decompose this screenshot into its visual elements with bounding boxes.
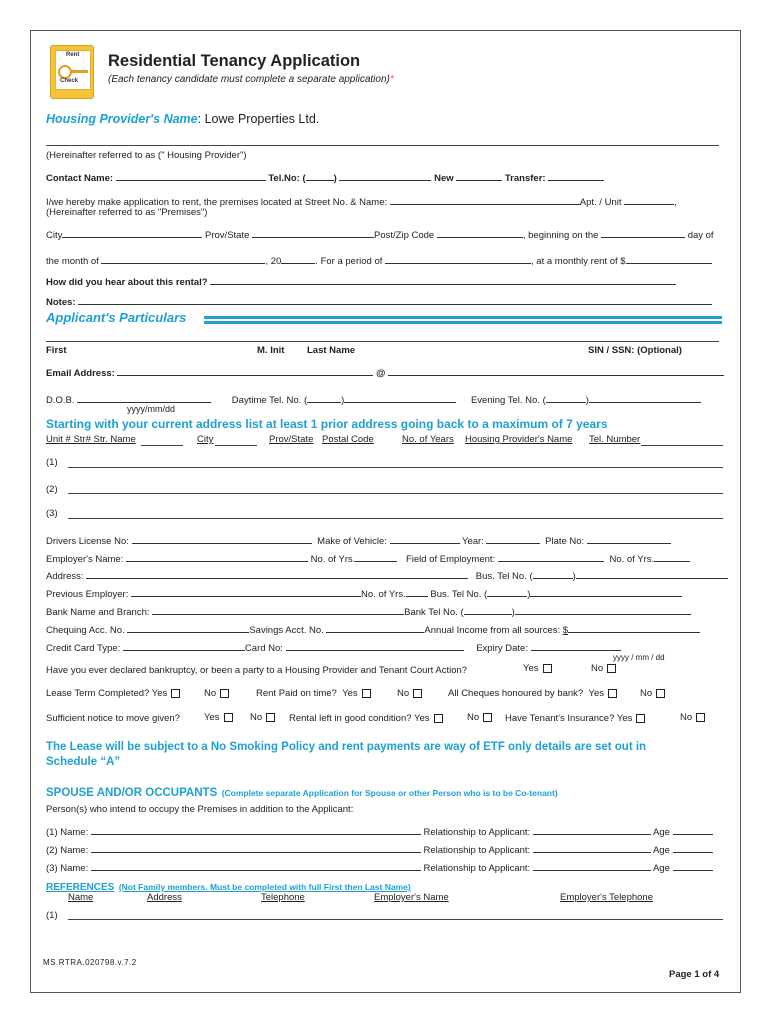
- card-no-field[interactable]: [286, 640, 464, 651]
- section-bar: [204, 316, 722, 319]
- bankruptcy-yes: Yes: [523, 663, 552, 674]
- notice-yes-checkbox[interactable]: [224, 713, 233, 722]
- cheques-no: No: [640, 688, 665, 699]
- email-row: Email Address: @: [46, 365, 724, 379]
- city-row: City Prov/State Post/Zip Code , beginning on the day of: [46, 227, 714, 241]
- logo-text-check: Check: [60, 78, 79, 84]
- credit-type-field[interactable]: [123, 640, 245, 651]
- last-name-label: Last Name: [307, 345, 356, 356]
- col-street: Unit # Str# Str. Name: [46, 434, 136, 445]
- col-underline: [641, 445, 723, 446]
- occupant-3-relationship-field[interactable]: [533, 860, 651, 871]
- col-underline: [141, 445, 183, 446]
- drivers-row: Drivers License No: Make of Vehicle: Year: Plate No:: [46, 533, 671, 547]
- contact-area-code-field[interactable]: [306, 170, 334, 181]
- occupant-2-name-field[interactable]: [91, 842, 421, 853]
- occupant-1-name-field[interactable]: [91, 824, 421, 835]
- sin-label: SIN / SSN: (Optional): [588, 345, 682, 356]
- contact-row: Contact Name: Tel.No: ( ) New Transfer:: [46, 170, 604, 184]
- occupant-row-2: (2) Name: Relationship to Applicant: Age: [46, 842, 713, 856]
- postal-field[interactable]: [437, 227, 523, 238]
- plate-field[interactable]: [587, 533, 671, 544]
- form-code: MS.RTRA.020798.v.7.2: [43, 958, 137, 967]
- evening-tel-field[interactable]: [589, 392, 701, 403]
- premises-row: I/we hereby make application to rent, the premises located at Street No. & Name: Apt. / Unit ,: [46, 194, 677, 208]
- rent-no-checkbox[interactable]: [413, 689, 422, 698]
- city-field[interactable]: [62, 227, 202, 238]
- insurance-no-checkbox[interactable]: [696, 713, 705, 722]
- expiry-format: yyyy / mm / dd: [613, 653, 665, 662]
- ref-col-telephone: Telephone: [261, 892, 305, 903]
- day-tel-field[interactable]: [344, 392, 456, 403]
- col-city: City: [197, 434, 214, 445]
- occupant-3-name-field[interactable]: [91, 860, 421, 871]
- address-row-3-field[interactable]: [68, 518, 723, 519]
- expiry-field[interactable]: [531, 640, 621, 651]
- transfer-field[interactable]: [548, 170, 604, 181]
- vehicle-year-field[interactable]: [486, 533, 540, 544]
- bank-tel-field[interactable]: [515, 604, 691, 615]
- contact-tel-field[interactable]: [339, 170, 431, 181]
- divider: [46, 145, 719, 146]
- address-history-title: Starting with your current address list at least 1 prior address going back to a maximum of 7 years: [46, 417, 608, 431]
- occupant-2-age-field[interactable]: [673, 842, 713, 853]
- first-name-label: First: [46, 345, 67, 356]
- month-row: the month of , 20 . For a period of , at a monthly rent of $: [46, 253, 712, 267]
- accounts-row: Chequing Acc. No. Savings Acct. No. Annual Income from all sources: $: [46, 622, 700, 636]
- occupant-1-relationship-field[interactable]: [533, 824, 651, 835]
- hear-field[interactable]: [210, 274, 676, 285]
- cheques-no-checkbox[interactable]: [656, 689, 665, 698]
- hear-row: How did you hear about this rental?: [46, 274, 676, 288]
- bankruptcy-question: Have you ever declared bankruptcy, or been a party to a Housing Provider and Tenant Court Action?: [46, 665, 468, 676]
- key-shaft: [70, 70, 88, 73]
- insurance-yes-checkbox[interactable]: [636, 714, 645, 723]
- contact-name-field[interactable]: [116, 170, 266, 181]
- prev-bus-area-field[interactable]: [487, 586, 527, 597]
- rental-yes-checkbox[interactable]: [434, 714, 443, 723]
- new-field[interactable]: [456, 170, 502, 181]
- notice-no: No: [250, 712, 275, 723]
- evening-area-field[interactable]: [546, 392, 586, 403]
- employment-field[interactable]: [498, 551, 604, 562]
- lease-question: Lease Term Completed? Yes: [46, 688, 180, 699]
- employer-years-field[interactable]: [355, 551, 397, 562]
- page-number: Page 1 of 4: [669, 969, 720, 980]
- dob-field[interactable]: [77, 392, 211, 403]
- rent-no: No: [397, 688, 422, 699]
- income-field[interactable]: [568, 622, 700, 633]
- occupant-3-age-field[interactable]: [673, 860, 713, 871]
- references-title-row: REFERENCES (Not Family members. Must be completed with full First then Last Name): [46, 882, 411, 893]
- occupants-title-row: SPOUSE AND/OR OCCUPANTS (Complete separate Application for Spouse or other Person who is to be Co-tenant): [46, 787, 558, 799]
- previous-employer-row: Previous Employer: No. of Yrs. Bus. Tel No. ( ): [46, 586, 682, 600]
- middle-initial-label: M. Init: [257, 345, 285, 356]
- housing-provider-label: Housing Provider's Name: [46, 112, 198, 126]
- vehicle-make-field[interactable]: [390, 533, 460, 544]
- credit-row: Credit Card Type: Card No: Expiry Date:: [46, 640, 621, 654]
- employer-field[interactable]: [126, 551, 308, 562]
- lease-no: No: [204, 688, 229, 699]
- savings-field[interactable]: [326, 622, 424, 633]
- occupant-1-age-field[interactable]: [673, 824, 713, 835]
- insurance-question: Have Tenant's Insurance? Yes: [505, 713, 645, 724]
- rental-no-checkbox[interactable]: [483, 713, 492, 722]
- prov-field[interactable]: [252, 227, 374, 238]
- col-years: No. of Years: [402, 434, 454, 445]
- ref-col-name: Name: [68, 892, 94, 903]
- col-provider: Housing Provider's Name: [465, 434, 573, 445]
- section-bar: [204, 321, 722, 324]
- previous-employer-field[interactable]: [131, 586, 361, 597]
- occupant-2-relationship-field[interactable]: [533, 842, 651, 853]
- applicant-section-title: Applicant's Particulars: [46, 310, 187, 325]
- col-tel: Tel. Number: [589, 434, 641, 445]
- page-subtitle: (Each tenancy candidate must complete a separate application)*: [108, 74, 394, 85]
- rent-question: Rent Paid on time? Yes: [256, 688, 371, 699]
- monthly-rent-field[interactable]: [626, 253, 712, 264]
- address-row-2-label: (2): [46, 484, 58, 495]
- day-area-field[interactable]: [307, 392, 341, 403]
- field-years-field[interactable]: [654, 551, 690, 562]
- lease-note-line1: The Lease will be subject to a No Smoking Policy and rent payments are way of ETF only details are set out in: [46, 741, 647, 753]
- dob-row: D.O.B. Daytime Tel. No. ( ) Evening Tel. No. ( ): [46, 392, 701, 406]
- ref-col-employer: Employer's Name: [374, 892, 449, 903]
- cheques-question: All Cheques honoured by bank? Yes: [448, 688, 617, 699]
- occupant-row-3: (3) Name: Relationship to Applicant: Age: [46, 860, 713, 874]
- logo-text-rent: Rent: [66, 52, 80, 58]
- period-field[interactable]: [385, 253, 531, 264]
- occupant-row-1: (1) Name: Relationship to Applicant: Age: [46, 824, 713, 838]
- rental-no: No: [467, 712, 492, 723]
- drivers-field[interactable]: [132, 533, 312, 544]
- housing-provider-value[interactable]: Lowe Properties Ltd.: [204, 112, 320, 126]
- month-field[interactable]: [101, 253, 265, 264]
- lease-note-line2: Schedule “A”: [46, 756, 121, 768]
- address-row-2-field[interactable]: [68, 493, 723, 494]
- address-row-1-label: (1): [46, 457, 58, 468]
- bank-area-field[interactable]: [464, 604, 512, 615]
- year-field[interactable]: [281, 253, 315, 264]
- bank-field[interactable]: [152, 604, 404, 615]
- notice-no-checkbox[interactable]: [266, 713, 275, 722]
- address-row-1-field[interactable]: [68, 467, 723, 468]
- insurance-no: No: [680, 712, 705, 723]
- street-field[interactable]: [390, 194, 580, 205]
- notice-question: Sufficient notice to move given?: [46, 713, 180, 724]
- employer-row: Employer's Name: No. of Yrs. Field of Employment: No. of Yrs.: [46, 551, 690, 565]
- address-row-3-label: (3): [46, 508, 58, 519]
- notes-row: Notes:: [46, 294, 712, 308]
- col-postal: Postal Code: [322, 434, 374, 445]
- bankruptcy-no: No: [591, 663, 616, 674]
- ref-col-employer-tel: Employer's Telephone: [560, 892, 654, 903]
- rent-yes-checkbox[interactable]: [362, 689, 371, 698]
- provider-referred-note: (Hereinafter referred to as (" Housing Provider"): [46, 150, 247, 161]
- dob-format: yyyy/mm/dd: [127, 404, 176, 414]
- reference-row-1-label: (1): [46, 910, 58, 921]
- prev-bus-tel-field[interactable]: [530, 586, 682, 597]
- premises-note: (Hereinafter referred to as "Premises"): [46, 207, 208, 218]
- email-user-field[interactable]: [117, 365, 373, 376]
- notes-field[interactable]: [78, 294, 712, 305]
- rental-question: Rental left in good condition? Yes: [289, 713, 443, 724]
- previous-years-field[interactable]: [406, 586, 428, 597]
- lease-yes-checkbox[interactable]: [171, 689, 180, 698]
- housing-provider-row: Housing Provider's Name: Lowe Properties Ltd.: [46, 112, 320, 126]
- employer-address-field[interactable]: [86, 568, 468, 579]
- lease-no-checkbox[interactable]: [220, 689, 229, 698]
- reference-row-1-field[interactable]: [68, 919, 723, 920]
- apt-field[interactable]: [624, 194, 674, 205]
- employer-address-row: Address: Bus. Tel No. ( ): [46, 568, 728, 582]
- beginning-day-field[interactable]: [601, 227, 685, 238]
- occupants-intro: Person(s) who intend to occupy the Premises in addition to the Applicant:: [46, 804, 354, 815]
- ref-col-address: Address: [147, 892, 182, 903]
- cheques-yes-checkbox[interactable]: [608, 689, 617, 698]
- rent-check-logo: [50, 45, 94, 99]
- email-domain-field[interactable]: [388, 365, 724, 376]
- bankruptcy-yes-checkbox[interactable]: [543, 664, 552, 673]
- chequing-field[interactable]: [127, 622, 249, 633]
- notice-yes: Yes: [204, 712, 233, 723]
- form-page: [30, 30, 741, 993]
- bank-row: Bank Name and Branch: Bank Tel No. ( ): [46, 604, 691, 618]
- bankruptcy-no-checkbox[interactable]: [607, 664, 616, 673]
- bus-tel-field[interactable]: [576, 568, 728, 579]
- bus-area-field[interactable]: [533, 568, 573, 579]
- page-title: Residential Tenancy Application: [108, 52, 361, 70]
- name-line: [46, 341, 719, 342]
- col-underline: [215, 445, 257, 446]
- col-prov: Prov/State: [269, 434, 314, 445]
